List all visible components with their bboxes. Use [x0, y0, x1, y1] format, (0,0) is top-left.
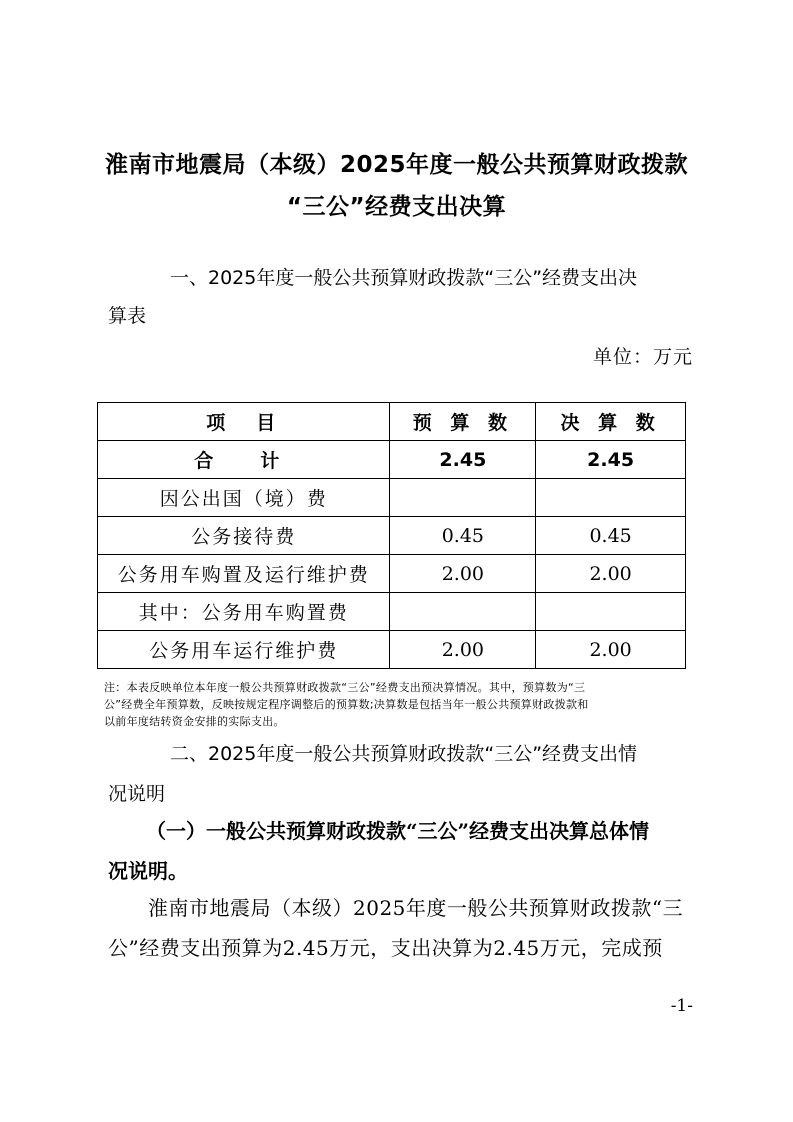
row-label: 合 计	[98, 441, 390, 479]
table-row	[98, 479, 686, 517]
table-row-total	[98, 441, 686, 479]
document-title-line-2: “三公”经费支出决算	[286, 194, 507, 220]
row-label: 公务接待费	[98, 517, 390, 555]
header-actual: 决 算 数	[536, 403, 686, 441]
table-row	[98, 555, 686, 593]
table-row	[98, 631, 686, 669]
row-actual-value	[536, 479, 686, 517]
row-actual-value: 2.45	[536, 441, 686, 479]
row-budget-value: 0.45	[390, 517, 536, 555]
table-row	[98, 593, 686, 631]
table-row	[98, 517, 686, 555]
table-note	[104, 679, 694, 730]
table-header-row	[98, 403, 686, 441]
row-budget-value: 2.00	[390, 555, 536, 593]
row-actual-value: 0.45	[536, 517, 686, 555]
row-label: 因公出国（境）费	[98, 479, 390, 517]
row-budget-value	[390, 479, 536, 517]
table-note-line-2: 公”经费全年预算数，反映按规定程序调整后的预算数;决算数是包括当年一般公共预算财政拨款和	[104, 698, 589, 711]
subsection-1-heading-line-2: 况说明。	[108, 859, 188, 883]
row-actual-value	[536, 593, 686, 631]
unit-label: 单位：万元	[592, 346, 693, 368]
row-label: 其中：公务用车购置费	[98, 593, 390, 631]
row-actual-value: 2.00	[536, 631, 686, 669]
header-budget: 预 算 数	[390, 403, 536, 441]
section-1-heading-line-2: 算表	[108, 305, 147, 327]
expenditure-table	[97, 402, 686, 669]
row-actual-value: 2.00	[536, 555, 686, 593]
table-note-line-1: 注：本表反映单位本年度一般公共预算财政拨款“三公”经费支出预决算情况。其中，预算数为“三	[104, 681, 586, 694]
row-budget-value: 2.00	[390, 631, 536, 669]
row-budget-value	[390, 593, 536, 631]
row-label: 公务用车购置及运行维护费	[98, 555, 390, 593]
paragraph-line-2: 公”经费支出预算为2.45万元，支出决算为2.45万元，完成预	[108, 936, 663, 960]
row-budget-value: 2.45	[390, 441, 536, 479]
document-title-line-1: 淮南市地震局（本级）2025年度一般公共预算财政拨款	[104, 152, 688, 178]
section-1-heading-line-1: 一、2025年度一般公共预算财政拨款“三公”经费支出决	[170, 267, 638, 289]
row-label: 公务用车运行维护费	[98, 631, 390, 669]
header-item: 项 目	[98, 403, 390, 441]
section-2-heading-line-1: 二、2025年度一般公共预算财政拨款“三公”经费支出情	[170, 743, 638, 765]
subsection-1-heading-line-1: （一）一般公共预算财政拨款“三公”经费支出决算总体情	[146, 819, 650, 843]
table-note-line-3: 以前年度结转资金安排的实际支出。	[104, 715, 285, 728]
paragraph-line-1: 淮南市地震局（本级）2025年度一般公共预算财政拨款“三	[148, 896, 684, 920]
section-2-heading-line-2: 况说明	[108, 783, 166, 805]
page-number: -1-	[670, 996, 693, 1016]
